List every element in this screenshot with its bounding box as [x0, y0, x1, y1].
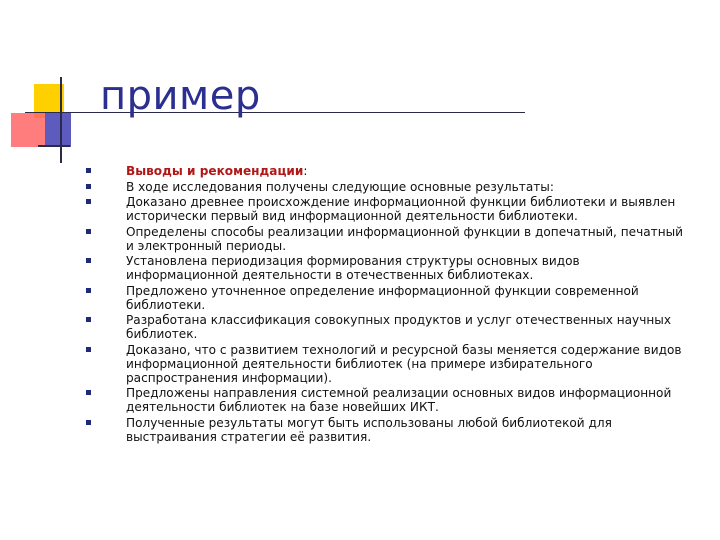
logo-short-line	[38, 145, 70, 147]
list-item-text: Предложено уточненное определение информационной функции современной библиотеки.	[126, 283, 639, 312]
bullet-icon	[86, 199, 91, 204]
bullet-icon	[86, 420, 91, 425]
list-item-text: В ходе исследования получены следующие основные результаты:	[126, 179, 554, 194]
list-item	[86, 164, 691, 178]
bullet-icon	[86, 258, 91, 263]
slide-logo-decoration	[0, 0, 110, 170]
list-item-text: Доказано древнее происхождение информационной функции библиотеки и выявлен исторически первый вид информационной деятельности библиотеки.	[126, 195, 676, 223]
list-item-text: Предложены направления системной реализации основных видов информационной деятельности библиотек на базе новейших ИКТ.	[126, 386, 672, 414]
list-item-text: Определены способы реализации информационной функции в допечатный, печатный и электронный периоды.	[126, 224, 684, 253]
list-item-text: Разработана классификация совокупных продуктов и услуг отечественных научных библиотек.	[126, 313, 671, 341]
list-item-text: Доказано, что с развитием технологий и ресурсной базы меняется содержание видов информационной деятельности библиотек (на примере избирательного распространения информации).	[126, 342, 682, 385]
bullet-icon	[86, 317, 91, 322]
list-item	[86, 225, 691, 253]
list-heading: Выводы и рекомендации	[126, 164, 304, 178]
logo-red-square	[11, 113, 47, 147]
slide-title: пример	[100, 73, 261, 119]
list-item	[86, 254, 691, 282]
bullet-icon	[86, 288, 91, 293]
bullet-icon	[86, 347, 91, 352]
list-item	[86, 343, 691, 385]
list-item	[86, 284, 691, 312]
list-item-text: Полученные результаты могут быть использованы любой библиотекой для выстраивания стратегии её развития.	[126, 415, 612, 444]
list-item	[86, 195, 691, 223]
bullet-icon	[86, 184, 91, 189]
list-item	[86, 386, 691, 414]
list-item-text: Установлена периодизация формирования структуры основных видов информационной деятельности в отечественных библиотеках.	[126, 254, 580, 282]
bullet-icon	[86, 168, 91, 173]
bullet-icon	[86, 390, 91, 395]
list-heading-colon: :	[303, 164, 308, 178]
logo-blue-square	[45, 113, 71, 147]
bullet-list	[86, 164, 691, 445]
list-item	[86, 180, 691, 194]
logo-vertical-line	[60, 77, 62, 163]
list-item	[86, 416, 691, 444]
bullet-icon	[86, 229, 91, 234]
list-item	[86, 313, 691, 341]
